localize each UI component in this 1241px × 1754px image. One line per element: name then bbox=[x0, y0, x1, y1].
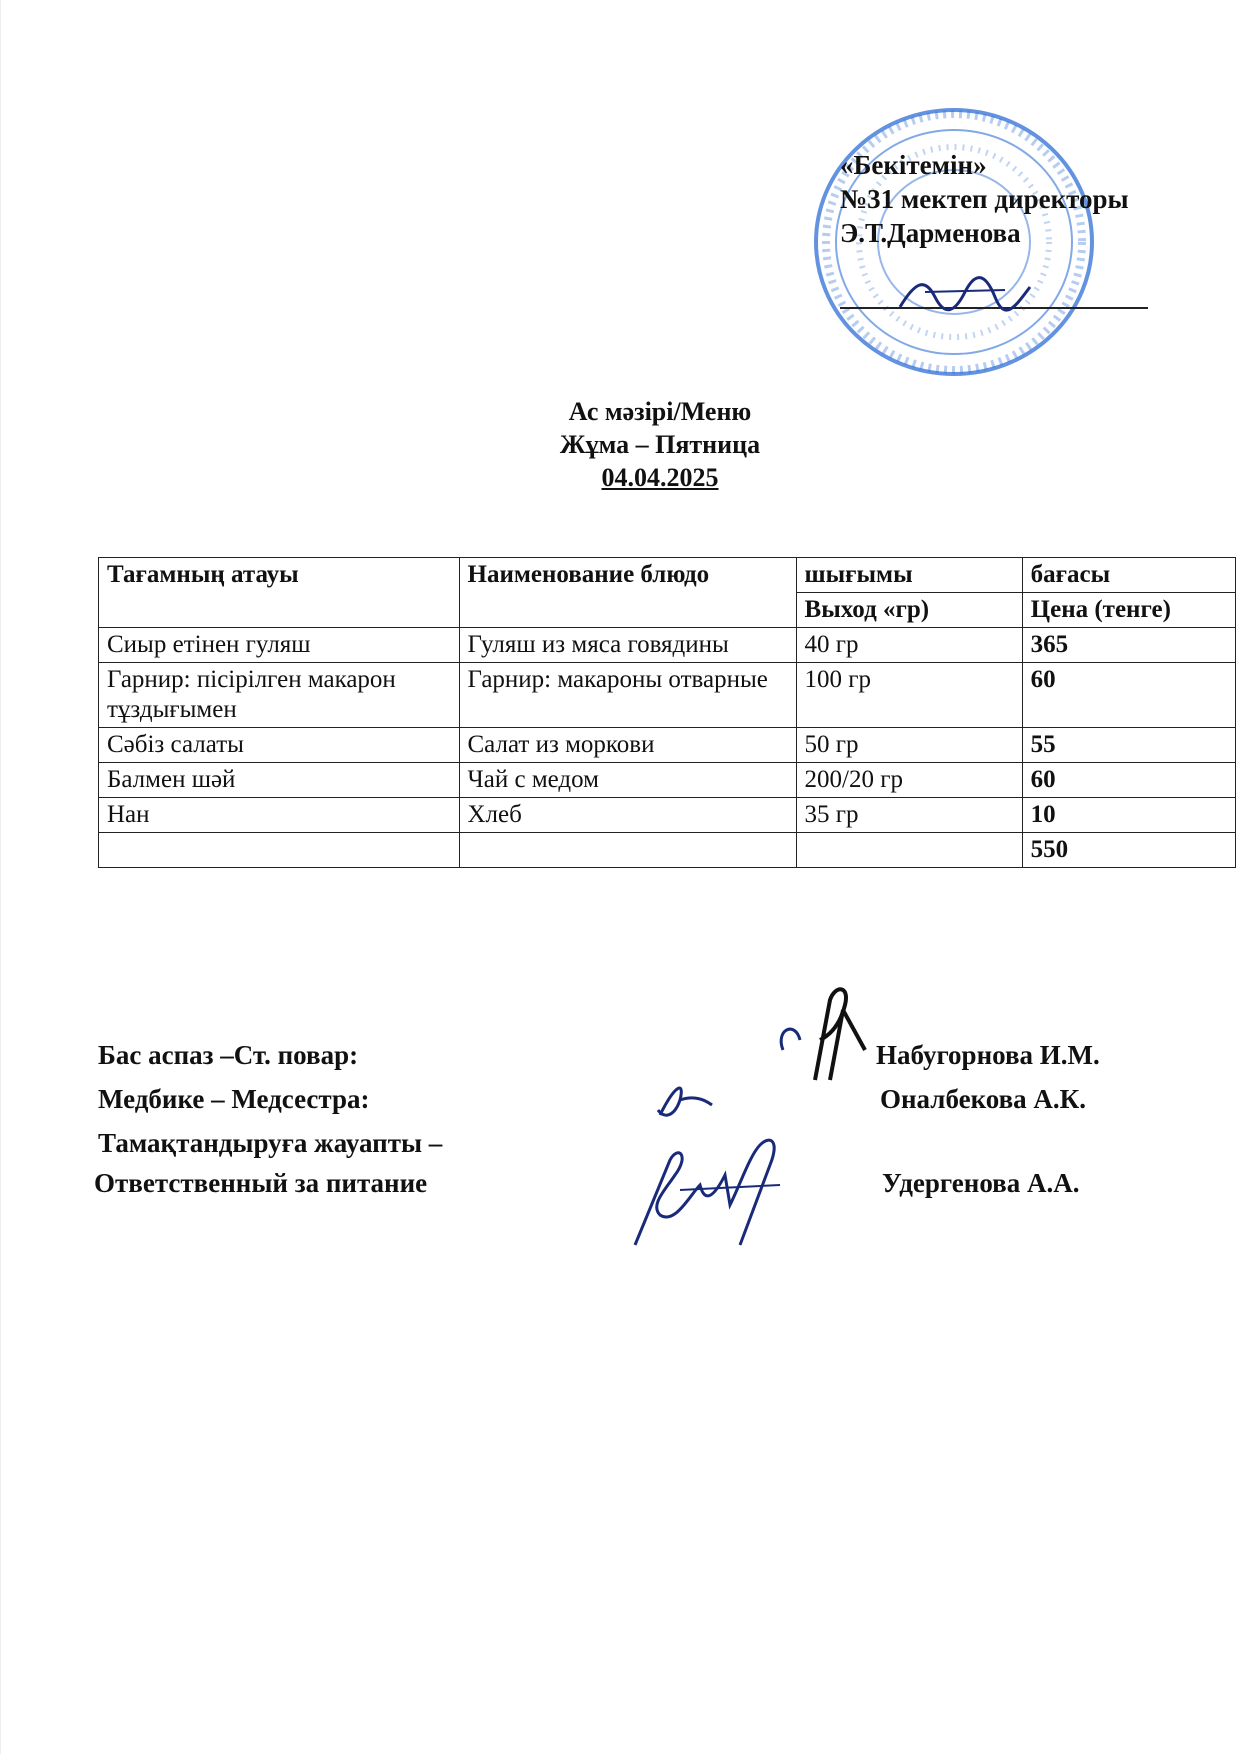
header-price-kz: бағасы bbox=[1022, 558, 1235, 593]
header-name-kz: Тағамның атауы bbox=[99, 558, 460, 628]
dish-yield: 35 гр bbox=[796, 798, 1022, 833]
dish-price: 10 bbox=[1022, 798, 1235, 833]
dish-price: 60 bbox=[1022, 663, 1235, 728]
total-empty-cell bbox=[99, 833, 460, 868]
table-row bbox=[99, 728, 1236, 763]
table-total-row bbox=[99, 833, 1236, 868]
table-row bbox=[99, 628, 1236, 663]
menu-day: Жұма – Пятница bbox=[559, 430, 761, 459]
dish-name-ru: Хлеб bbox=[459, 798, 796, 833]
table-row bbox=[99, 663, 1236, 728]
signer-role-responsible-ru: Ответственный за питание bbox=[94, 1168, 428, 1198]
approval-block bbox=[840, 148, 1200, 250]
header-name-ru: Наименование блюдо bbox=[459, 558, 796, 628]
header-yield-kz: шығымы bbox=[796, 558, 1022, 593]
menu-table bbox=[98, 557, 1236, 868]
signer-name-chef: Набугорнова И.М. bbox=[876, 1040, 1100, 1070]
dish-name-ru: Салат из моркови bbox=[459, 728, 796, 763]
header-price-ru: Цена (тенге) bbox=[1022, 593, 1235, 628]
signer-role-responsible-kz: Тамақтандыруға жауапты – bbox=[98, 1128, 443, 1158]
table-row bbox=[99, 798, 1236, 833]
dish-price: 55 bbox=[1022, 728, 1235, 763]
chef-signature bbox=[775, 980, 875, 1090]
dish-name-ru: Гарнир: макароны отварные bbox=[459, 663, 796, 728]
dish-yield: 200/20 гр bbox=[796, 763, 1022, 798]
dish-name-kz: Гарнир: пісірілген макарон тұздығымен bbox=[99, 663, 460, 728]
dish-yield: 100 гр bbox=[796, 663, 1022, 728]
dish-yield: 50 гр bbox=[796, 728, 1022, 763]
dish-name-ru: Гуляш из мяса говядины bbox=[459, 628, 796, 663]
page-title: Ас мәзірі/Меню bbox=[568, 397, 752, 426]
total-empty-cell bbox=[459, 833, 796, 868]
menu-header bbox=[0, 395, 1241, 494]
signer-role-nurse: Медбике – Медсестра: bbox=[98, 1084, 370, 1114]
signer-name-responsible: Удергенова А.А. bbox=[882, 1168, 1080, 1198]
table-header-row bbox=[99, 558, 1236, 593]
dish-name-kz: Нан bbox=[99, 798, 460, 833]
approval-title: «Бекітемін» bbox=[840, 150, 987, 180]
dish-price: 60 bbox=[1022, 763, 1235, 798]
table-row bbox=[99, 763, 1236, 798]
dish-name-kz: Сәбіз салаты bbox=[99, 728, 460, 763]
dish-name-kz: Сиыр етінен гуляш bbox=[99, 628, 460, 663]
total-price: 550 bbox=[1022, 833, 1235, 868]
director-signature bbox=[895, 262, 1035, 322]
menu-date: 04.04.2025 bbox=[601, 463, 719, 492]
signer-name-nurse: Оналбекова А.К. bbox=[880, 1084, 1087, 1114]
approval-director: Э.Т.Дарменова bbox=[840, 218, 1021, 248]
total-empty-cell bbox=[796, 833, 1022, 868]
responsible-signature bbox=[630, 1115, 800, 1255]
approval-position: №31 мектеп директоры bbox=[840, 184, 1129, 214]
dish-name-kz: Балмен шәй bbox=[99, 763, 460, 798]
dish-price: 365 bbox=[1022, 628, 1235, 663]
signer-role-chef: Бас аспаз –Ст. повар: bbox=[98, 1040, 359, 1070]
dish-name-ru: Чай с медом bbox=[459, 763, 796, 798]
dish-yield: 40 гр bbox=[796, 628, 1022, 663]
header-yield-ru: Выход «гр) bbox=[796, 593, 1022, 628]
